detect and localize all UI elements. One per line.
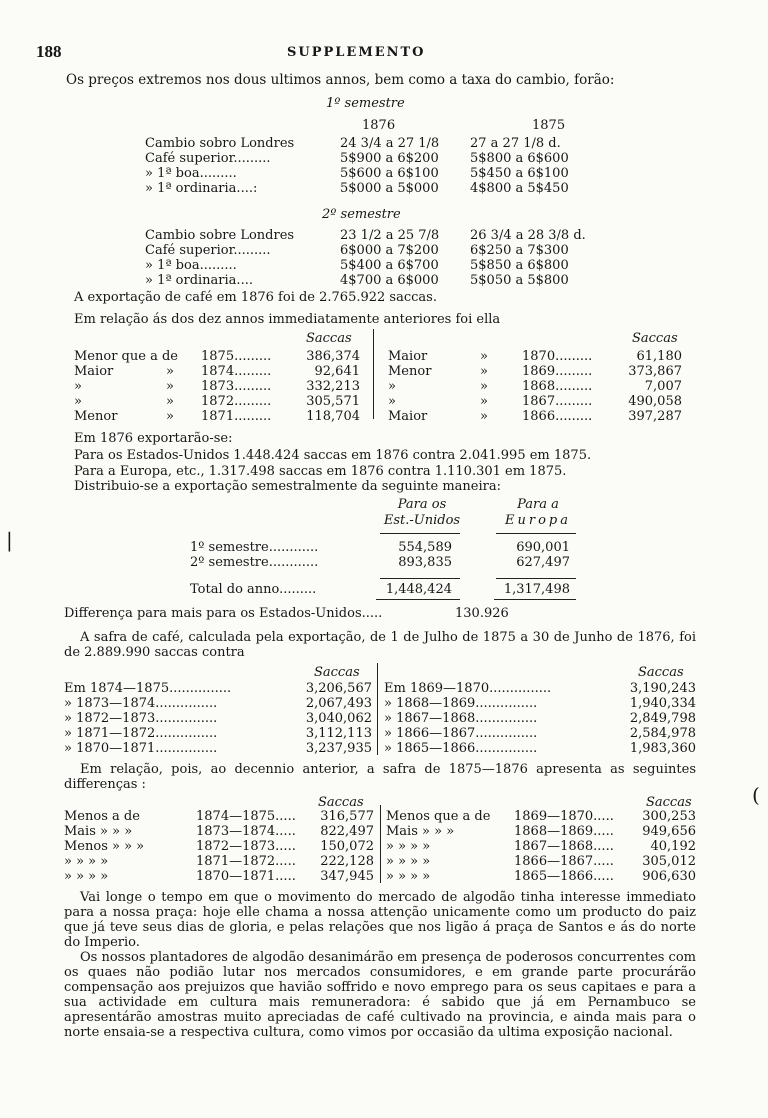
semester2-row-1875: 5$050 a 5$800 <box>470 273 569 288</box>
decade-right-ditto: » <box>480 394 488 409</box>
semester2-row-1875: 5$850 a 6$800 <box>470 258 569 273</box>
safra-left-label: » 1870—1871............... <box>64 741 218 756</box>
decade-right-value: 490,058 <box>628 394 682 409</box>
left-margin-mark: | <box>6 528 13 552</box>
safra-left-label: » 1873—1874............... <box>64 696 218 711</box>
decade-right-year: 1868......... <box>522 379 593 394</box>
semester1-row-1876: 5$600 a 6$100 <box>340 166 439 181</box>
europe-line: Para a Europa, etc., 1.317.498 saccas em 1876 contra 1.110.301 em 1875. <box>74 464 567 479</box>
decade-left-year: 1873......... <box>201 379 272 394</box>
algodao-paragraph-2: Os nossos plantadores de algodão desanimárão em presença de poderosos concurrentes com os quaes não podião lutar nos mercados consumidores, e em grande parte procurárão compensação aos prejuizos que havião soffrido e novo emprego para os seus capitaes e para a sua actividade em cultura mais remuneradora: é sabido que já em Pernambuco se apresentárão amostras muito apreciadas de café cultivado na provincia, e ainda mais para o norte ensaia-se a respectiva cultura, como vimos por occasião da ultima exposição nacional. <box>64 950 696 1040</box>
safra-right-value: 2,849,798 <box>629 711 696 726</box>
semester2-row-label: Café superior......... <box>145 243 271 258</box>
decade-right-ditto: » <box>480 364 488 379</box>
year-1876-label: 1876 <box>362 118 396 133</box>
semester1-row-1875: 5$450 a 6$100 <box>470 166 569 181</box>
diff-left-value: 316,577 <box>320 809 374 824</box>
exported-1876-line: Em 1876 exportarão-se: <box>74 431 233 446</box>
decade-left-year: 1872......... <box>201 394 272 409</box>
decade-right-value: 61,180 <box>636 349 682 364</box>
decade-left-value: 92,641 <box>314 364 360 379</box>
dist-row-europe: 690,001 <box>516 540 570 555</box>
decade-left-cmp: » <box>74 379 82 394</box>
difference-line: Differença para mais para os Estados-Unidos..... <box>64 606 383 621</box>
decade-right-year: 1870......... <box>522 349 593 364</box>
decade-right-cmp: » <box>388 394 396 409</box>
dist-rule-total-left <box>376 599 460 600</box>
dist-col2-header-a: Para a <box>517 497 559 512</box>
diff-left-year: 1873—1874..... <box>196 824 296 839</box>
decennio-paragraph: Em relação, pois, ao decennio anterior, a safra de 1875—1876 apresenta as seguintes differenças : <box>64 762 696 792</box>
decade-right-year: 1866......... <box>522 409 593 424</box>
safra-right-label: » 1866—1867............... <box>384 726 538 741</box>
diff-right-value: 305,012 <box>642 854 696 869</box>
diff-left-year: 1872—1873..... <box>196 839 296 854</box>
decade-left-ditto: » <box>166 409 174 424</box>
safra-right-label: » 1868—1869............... <box>384 696 538 711</box>
safra-right-label: Em 1869—1870............... <box>384 681 552 696</box>
decade-left-year: 1874......... <box>201 364 272 379</box>
export-line: A exportação de café em 1876 foi de 2.765.922 saccas. <box>74 290 437 305</box>
diff-right-year: 1867—1868..... <box>514 839 614 854</box>
decade-left-ditto: » <box>166 394 174 409</box>
diff-left-value: 347,945 <box>320 869 374 884</box>
semester1-row-label: » 1ª ordinaria....: <box>145 181 258 196</box>
safra-right-label: » 1865—1866............... <box>384 741 538 756</box>
semester2-row-1876: 5$400 a 6$700 <box>340 258 439 273</box>
diff-left-value: 822,497 <box>320 824 374 839</box>
safra-left-value: 3,237,935 <box>305 741 372 756</box>
diff-right-cmp: » » » » <box>386 854 431 869</box>
semester1-row-label: » 1ª boa......... <box>145 166 237 181</box>
semester2-row-label: Cambio sobre Londres <box>145 228 295 243</box>
dist-row-label: 1º semestre............ <box>190 540 319 555</box>
saccas-header-right: Saccas <box>632 331 678 346</box>
year-1875-label: 1875 <box>532 118 566 133</box>
semester2-row-label: » 1ª boa......... <box>145 258 237 273</box>
dist-total-europe: 1,317,498 <box>503 582 570 597</box>
dist-col1-header-a: Para os <box>397 497 447 512</box>
safra-right-value: 1,983,360 <box>629 741 696 756</box>
dist-total-label: Total do anno......... <box>190 582 317 597</box>
page-number: 188 <box>36 42 62 61</box>
intro-line: Os preços extremos nos dous ultimos annos, bem como a taxa do cambio, forão: <box>66 72 615 88</box>
usa-line: Para os Estados-Unidos 1.448.424 saccas em 1876 contra 2.041.995 em 1875. <box>74 448 592 463</box>
diff-right-year: 1866—1867..... <box>514 854 614 869</box>
safra-right-value: 1,940,334 <box>629 696 696 711</box>
decade-right-cmp: » <box>388 379 396 394</box>
diff-right-value: 40,192 <box>650 839 696 854</box>
relation-line: Em relação ás dos dez annos immediatamente anteriores foi ella <box>74 312 501 327</box>
decade-left-value: 305,571 <box>306 394 360 409</box>
safra-left-value: 3,040,062 <box>305 711 372 726</box>
safra-left-label: » 1872—1873............... <box>64 711 218 726</box>
running-head: SUPPLEMENTO <box>287 45 426 60</box>
diff-right-cmp: Menos que a de <box>386 809 491 824</box>
semester1-row-1876: 24 3/4 a 27 1/8 <box>340 136 440 151</box>
decade-right-cmp: Maior <box>388 409 428 424</box>
semester1-title: 1º semestre <box>326 96 405 111</box>
decade-left-value: 118,704 <box>306 409 360 424</box>
semester1-row-label: Café superior......... <box>145 151 271 166</box>
dist-row-label: 2º semestre............ <box>190 555 319 570</box>
decade-left-value: 332,213 <box>306 379 360 394</box>
semester2-row-1876: 23 1/2 a 25 7/8 <box>340 228 440 243</box>
safra-left-label: » 1871—1872............... <box>64 726 218 741</box>
semester2-row-1875: 26 3/4 a 28 3/8 d. <box>470 228 586 243</box>
diff-left-year: 1871—1872..... <box>196 854 296 869</box>
difference-value: 130.926 <box>455 606 509 621</box>
dist-row-usa: 554,589 <box>398 540 452 555</box>
algodao-paragraph-1: Vai longe o tempo em que o movimento do mercado de algodão tinha interesse immediato para a nossa praça: hoje elle chama a nossa attenção unicamente como um producto do paiz que já teve seus dias de gloria, e pelas relações que nos ligão á praça de Santos e ás do norte do Imperio. <box>64 890 696 950</box>
diff-left-cmp: » » » » <box>64 854 109 869</box>
safra-right-value: 3,190,243 <box>629 681 696 696</box>
decade-left-cmp: Menor que a de <box>74 349 178 364</box>
diff-right-year: 1868—1869..... <box>514 824 614 839</box>
decade-right-value: 7,007 <box>644 379 682 394</box>
diff-saccas-left: Saccas <box>318 795 364 810</box>
safra-column-divider <box>377 663 378 755</box>
distribution-line: Distribuio-se a exportação semestralmente da seguinte maneira: <box>74 479 501 494</box>
decade-right-year: 1869......... <box>522 364 593 379</box>
diff-column-divider <box>380 805 381 883</box>
decade-right-ditto: » <box>480 409 488 424</box>
safra-saccas-left: Saccas <box>314 665 360 680</box>
diff-left-cmp: Menos a de <box>64 809 140 824</box>
decade-left-cmp: » <box>74 394 82 409</box>
diff-right-cmp: Mais » » » <box>386 824 455 839</box>
safra-right-value: 2,584,978 <box>629 726 696 741</box>
decade-left-ditto: » <box>166 364 174 379</box>
semester2-row-1876: 4$700 a 6$000 <box>340 273 439 288</box>
decade-right-ditto: » <box>480 379 488 394</box>
semester1-row-1876: 5$000 a 5$000 <box>340 181 439 196</box>
diff-left-cmp: Menos » » » <box>64 839 145 854</box>
diff-right-value: 949,656 <box>642 824 696 839</box>
diff-right-cmp: » » » » <box>386 869 431 884</box>
decade-right-cmp: Maior <box>388 349 428 364</box>
dist-row-usa: 893,835 <box>398 555 452 570</box>
safra-left-value: 2,067,493 <box>305 696 372 711</box>
diff-left-cmp: » » » » <box>64 869 109 884</box>
diff-left-year: 1870—1871..... <box>196 869 296 884</box>
diff-saccas-right: Saccas <box>646 795 692 810</box>
dist-rule-bottom-left <box>380 578 460 579</box>
decade-left-year: 1871......... <box>201 409 272 424</box>
dist-col2-header-b: Europa <box>505 513 571 528</box>
diff-right-cmp: » » » » <box>386 839 431 854</box>
diff-left-year: 1874—1875..... <box>196 809 296 824</box>
semester2-row-label: » 1ª ordinaria.... <box>145 273 253 288</box>
saccas-header-left: Saccas <box>306 331 352 346</box>
decade-left-cmp: Maior <box>74 364 114 379</box>
dist-row-europe: 627,497 <box>516 555 570 570</box>
decade-left-year: 1875......... <box>201 349 272 364</box>
diff-right-value: 906,630 <box>642 869 696 884</box>
safra-saccas-right: Saccas <box>638 665 684 680</box>
semester1-row-1875: 5$800 a 6$600 <box>470 151 569 166</box>
safra-right-label: » 1867—1868............... <box>384 711 538 726</box>
safra-left-value: 3,112,113 <box>305 726 372 741</box>
dist-total-usa: 1,448,424 <box>385 582 452 597</box>
safra-left-label: Em 1874—1875............... <box>64 681 232 696</box>
dist-rule-bottom-right <box>496 578 576 579</box>
diff-right-year: 1869—1870..... <box>514 809 614 824</box>
semester2-row-1876: 6$000 a 7$200 <box>340 243 439 258</box>
semester2-row-1875: 6$250 a 7$300 <box>470 243 569 258</box>
safra-paragraph: A safra de café, calculada pela exportação, de 1 de Julho de 1875 a 30 de Junho de 1876, foi de 2.889.990 saccas contra <box>64 630 696 660</box>
semester1-row-1876: 5$900 a 6$200 <box>340 151 439 166</box>
decade-left-ditto: » <box>166 379 174 394</box>
semester1-row-1875: 4$800 a 5$450 <box>470 181 569 196</box>
dist-rule-top-left <box>380 533 460 534</box>
decade-right-value: 373,867 <box>628 364 682 379</box>
diff-right-value: 300,253 <box>642 809 696 824</box>
diff-left-cmp: Mais » » » <box>64 824 133 839</box>
diff-left-value: 150,072 <box>320 839 374 854</box>
decade-right-ditto: » <box>480 349 488 364</box>
right-margin-mark: ( <box>752 783 760 807</box>
safra-left-value: 3,206,567 <box>305 681 372 696</box>
decade-left-value: 386,374 <box>306 349 360 364</box>
decade-right-year: 1867......... <box>522 394 593 409</box>
diff-right-year: 1865—1866..... <box>514 869 614 884</box>
diff-left-value: 222,128 <box>320 854 374 869</box>
semester1-row-1875: 27 a 27 1/8 d. <box>470 136 561 151</box>
dist-rule-total-right <box>494 599 576 600</box>
decade-right-value: 397,287 <box>628 409 682 424</box>
decade-right-cmp: Menor <box>388 364 432 379</box>
semester2-title: 2º semestre <box>322 207 401 222</box>
column-divider <box>373 329 374 419</box>
semester1-row-label: Cambio sobro Londres <box>145 136 295 151</box>
dist-rule-top-right <box>496 533 576 534</box>
decade-left-cmp: Menor <box>74 409 118 424</box>
dist-col1-header-b: Est.-Unidos <box>383 513 461 528</box>
